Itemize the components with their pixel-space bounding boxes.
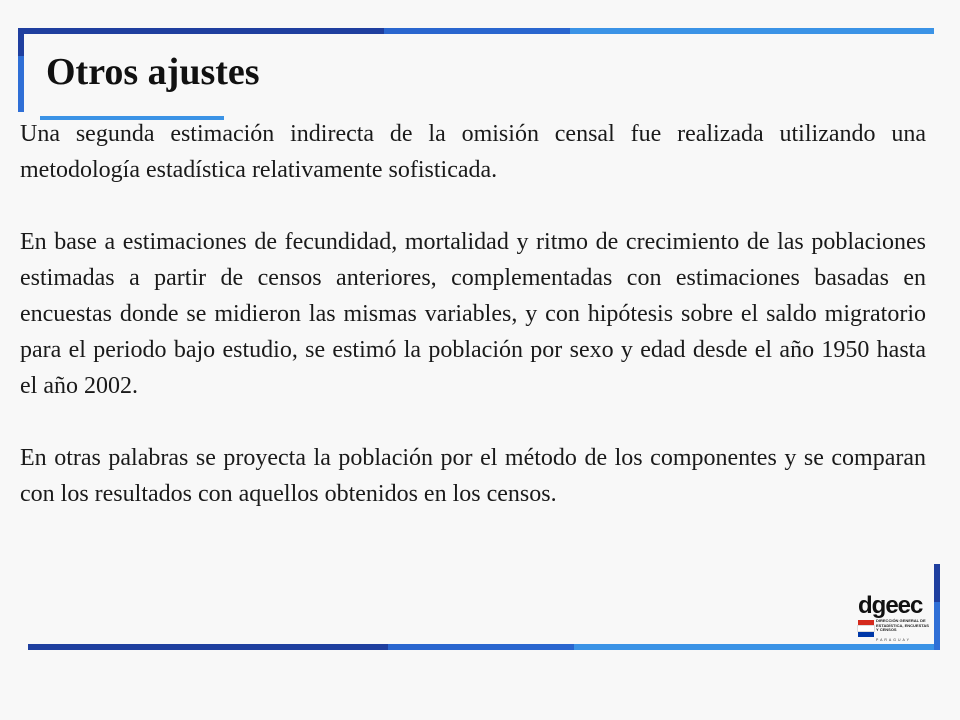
frame-right-bar-accent <box>934 564 940 602</box>
slide-title: Otros ajustes <box>46 51 260 93</box>
slide-body <box>20 116 926 548</box>
frame-bottom-bar-mid <box>388 644 574 650</box>
frame-bottom-bar-dark <box>28 644 388 650</box>
flag-stripes-icon <box>858 620 874 636</box>
logo-country: PARAGUAY <box>876 638 911 642</box>
frame-top-bar-mid <box>384 28 570 34</box>
paragraph-1: Una segunda estimación indirecta de la omisión censal fue realizada utilizando una metodología estadística relativamente sofisticada. <box>20 121 926 183</box>
logo-wordmark: dgeec <box>858 592 923 619</box>
paragraph-3: En otras palabras se proyecta la población por el método de los componentes y se comparan con los resultados con aquellos obtenidos en los censos. <box>20 445 926 507</box>
frame-top-bar-dark <box>24 28 384 34</box>
frame-top-bar-light <box>570 28 934 34</box>
frame-left-bar-accent <box>18 56 24 112</box>
logo-subtitle: DIRECCIÓN GENERAL DE ESTADÍSTICA, ENCUESTAS Y CENSOS <box>876 618 929 632</box>
frame-bottom-bar-light <box>574 644 938 650</box>
paragraph-2: En base a estimaciones de fecundidad, mortalidad y ritmo de crecimiento de las poblaciones estimadas a partir de censos anteriores, complementadas con estimaciones basadas en encuestas donde se midieron las mismas variables, y con hipótesis sobre el saldo migratorio para el periodo bajo estudio, se estimó la población por sexo y edad desde el año 1950 hasta el año 2002. <box>20 229 926 399</box>
dgeec-logo <box>856 592 932 642</box>
